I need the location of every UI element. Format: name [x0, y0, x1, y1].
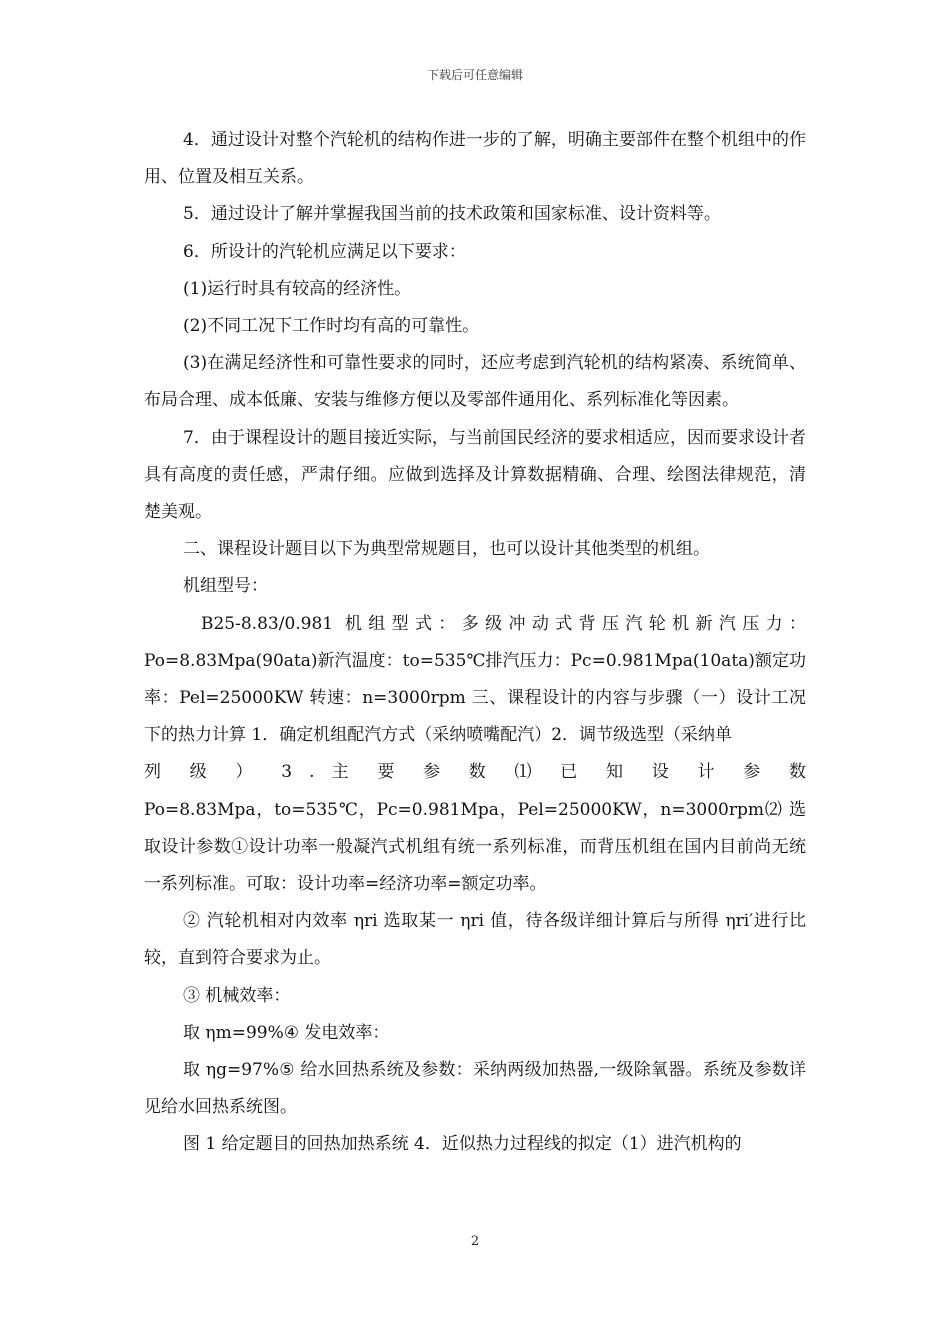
paragraph-model-label: 机组型号：	[183, 576, 268, 597]
paragraph-generator-efficiency: 取 ηm=99%④ 发电效率：	[183, 1022, 390, 1043]
paragraph-params: Po=8.83Mpa(90ata)新汽温度：to=535℃排汽压力：Pc=0.981Mpa(10ata)额定功率：Pel=25000KW 转速：n=3000rpm 三、课程设计的内容与步骤（一）设计工况下的热力计算 1．确定机组配汽方式（采纳喷嘴配汽）2．调节级选型（采纳单	[144, 650, 806, 746]
paragraph-figure-caption: 图 1 给定题目的回热加热系统 4．近似热力过程线的拟定（1）进汽机构的	[183, 1134, 742, 1155]
paragraph-design-params: Po=8.83Mpa，to=535℃，Pc=0.981Mpa，Pel=25000KW，n=3000rpm⑵ 选取设计参数①设计功率一般凝汽式机组有统一系列标准，而背压机组在国内目前尚无统一系列标准。可取：设计功率=经济功率=额定功率。	[144, 799, 806, 895]
paragraph-item-7: 7．由于课程设计的题目接近实际，与当前国民经济的要求相适应，因而要求设计者具有高度的责任感，严肃仔细。应做到选择及计算数据精确、合理、绘图法律规范，清楚美观。	[144, 427, 806, 523]
paragraph-efficiency: ② 汽轮机相对内效率 ηri 选取某一 ηri 值，待各级详细计算后与所得 ηri′进行比较，直到符合要求为止。	[144, 911, 806, 969]
paragraph-item-5: 5．通过设计了解并掌握我国当前的技术政策和国家标准、设计资料等。	[183, 204, 721, 225]
paragraph-params-spaced: 列 级 ） 3 . 主 要 参 数 ⑴ 已 知 设 计 参 数	[144, 762, 806, 783]
paragraph-section-2-heading: 二、课程设计题目以下为典型常规题目，也可以设计其他类型的机组。	[183, 539, 710, 560]
paragraph-model-line: B25-8.83/0.981 机组型式：多级冲动式背压汽轮机新汽压力：	[201, 613, 806, 634]
paragraph-item-4: 4．通过设计对整个汽轮机的结构作进一步的了解，明确主要部件在整个机组中的作用、位置及相互关系。	[144, 130, 806, 188]
paragraph-feedwater-system: 取 ηg=97%⑤ 给水回热系统及参数：采纳两级加热器,一级除氧器。系统及参数详见给水回热系统图。	[144, 1060, 806, 1118]
page-header: 下载后可任意编辑	[426, 68, 523, 82]
document-body	[144, 122, 806, 1164]
paragraph-requirement-2: (2)不同工况下工作时均有高的可靠性。	[183, 316, 480, 337]
paragraph-mechanical-efficiency: ③ 机械效率：	[183, 985, 291, 1006]
page-number: 2	[470, 1234, 480, 1249]
paragraph-requirement-3: (3)在满足经济性和可靠性要求的同时，还应考虑到汽轮机的结构紧凑、系统简单、布局合理、成本低廉、安装与维修方便以及零部件通用化、系列标准化等因素。	[144, 353, 806, 411]
paragraph-requirement-1: (1)运行时具有较高的经济性。	[183, 278, 412, 299]
paragraph-item-6: 6．所设计的汽轮机应满足以下要求：	[183, 241, 466, 262]
